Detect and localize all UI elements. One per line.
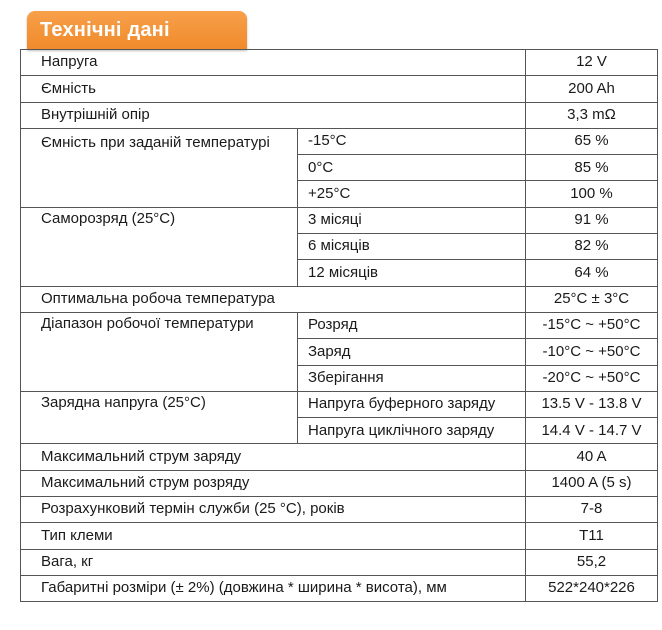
row-label: Розрахунковий термін служби (25 °C), років xyxy=(21,497,526,523)
table-row-charge-voltage-1 xyxy=(21,391,658,417)
table-row-self-discharge-1 xyxy=(21,207,658,233)
condition-cell: 3 місяці xyxy=(298,207,526,233)
table-row-optimal-temp xyxy=(21,286,658,312)
row-label: Вага, кг xyxy=(21,549,526,575)
row-value: 14.4 V - 14.7 V xyxy=(526,418,658,444)
group-label: Саморозряд (25°C) xyxy=(21,207,298,286)
table-row-capacity xyxy=(21,76,658,102)
row-value: 40 A xyxy=(526,444,658,470)
technical-specs-table xyxy=(20,49,658,602)
table-row-max-charge-current xyxy=(21,444,658,470)
row-label: Напруга xyxy=(21,50,526,76)
row-value: 13.5 V - 13.8 V xyxy=(526,391,658,417)
row-label: Тип клеми xyxy=(21,523,526,549)
condition-cell: Заряд xyxy=(298,339,526,365)
table-row-dimensions xyxy=(21,575,658,601)
row-value: -20°C ~ +50°C xyxy=(526,365,658,391)
row-label: Максимальний струм заряду xyxy=(21,444,526,470)
row-value: 64 % xyxy=(526,260,658,286)
condition-cell: 0°C xyxy=(298,155,526,181)
table-row-voltage xyxy=(21,50,658,76)
row-label: Ємність xyxy=(21,76,526,102)
row-value: -10°C ~ +50°C xyxy=(526,339,658,365)
condition-cell: Зберігання xyxy=(298,365,526,391)
table-row-internal-resistance xyxy=(21,102,658,128)
group-label: Зарядна напруга (25°C) xyxy=(21,391,298,444)
row-value: 200 Ah xyxy=(526,76,658,102)
condition-cell: +25°C xyxy=(298,181,526,207)
table-row-terminal-type xyxy=(21,523,658,549)
row-value: 522*240*226 xyxy=(526,575,658,601)
group-label: Діапазон робочої температури xyxy=(21,312,298,391)
table-row-service-life xyxy=(21,497,658,523)
row-value: -15°C ~ +50°C xyxy=(526,312,658,338)
row-value: 3,3 mΩ xyxy=(526,102,658,128)
condition-cell: 6 місяців xyxy=(298,234,526,260)
row-value: 25°C ± 3°C xyxy=(526,286,658,312)
row-value: T11 xyxy=(526,523,658,549)
section-header-tab xyxy=(27,11,247,50)
table-row-max-discharge-current xyxy=(21,470,658,496)
row-label: Внутрішній опір xyxy=(21,102,526,128)
condition-cell: -15°C xyxy=(298,128,526,154)
condition-cell: Напруга циклічного заряду xyxy=(298,418,526,444)
section-title: Технічні дані xyxy=(40,19,170,41)
row-label: Габаритні розміри (± 2%) (довжина * ширина * висота), мм xyxy=(21,575,526,601)
row-value: 1400 A (5 s) xyxy=(526,470,658,496)
condition-cell: Розряд xyxy=(298,312,526,338)
row-value: 100 % xyxy=(526,181,658,207)
row-value: 65 % xyxy=(526,128,658,154)
row-value: 55,2 xyxy=(526,549,658,575)
row-value: 85 % xyxy=(526,155,658,181)
row-label: Максимальний струм розряду xyxy=(21,470,526,496)
group-label: Ємність при заданій температурі xyxy=(21,128,298,207)
table-row-operating-range-1 xyxy=(21,312,658,338)
row-value: 12 V xyxy=(526,50,658,76)
table-row-weight xyxy=(21,549,658,575)
condition-cell: 12 місяців xyxy=(298,260,526,286)
row-value: 91 % xyxy=(526,207,658,233)
condition-cell: Напруга буферного заряду xyxy=(298,391,526,417)
row-label: Оптимальна робоча температура xyxy=(21,286,526,312)
row-value: 82 % xyxy=(526,234,658,260)
row-value: 7-8 xyxy=(526,497,658,523)
table-row-capacity-temp-1 xyxy=(21,128,658,154)
